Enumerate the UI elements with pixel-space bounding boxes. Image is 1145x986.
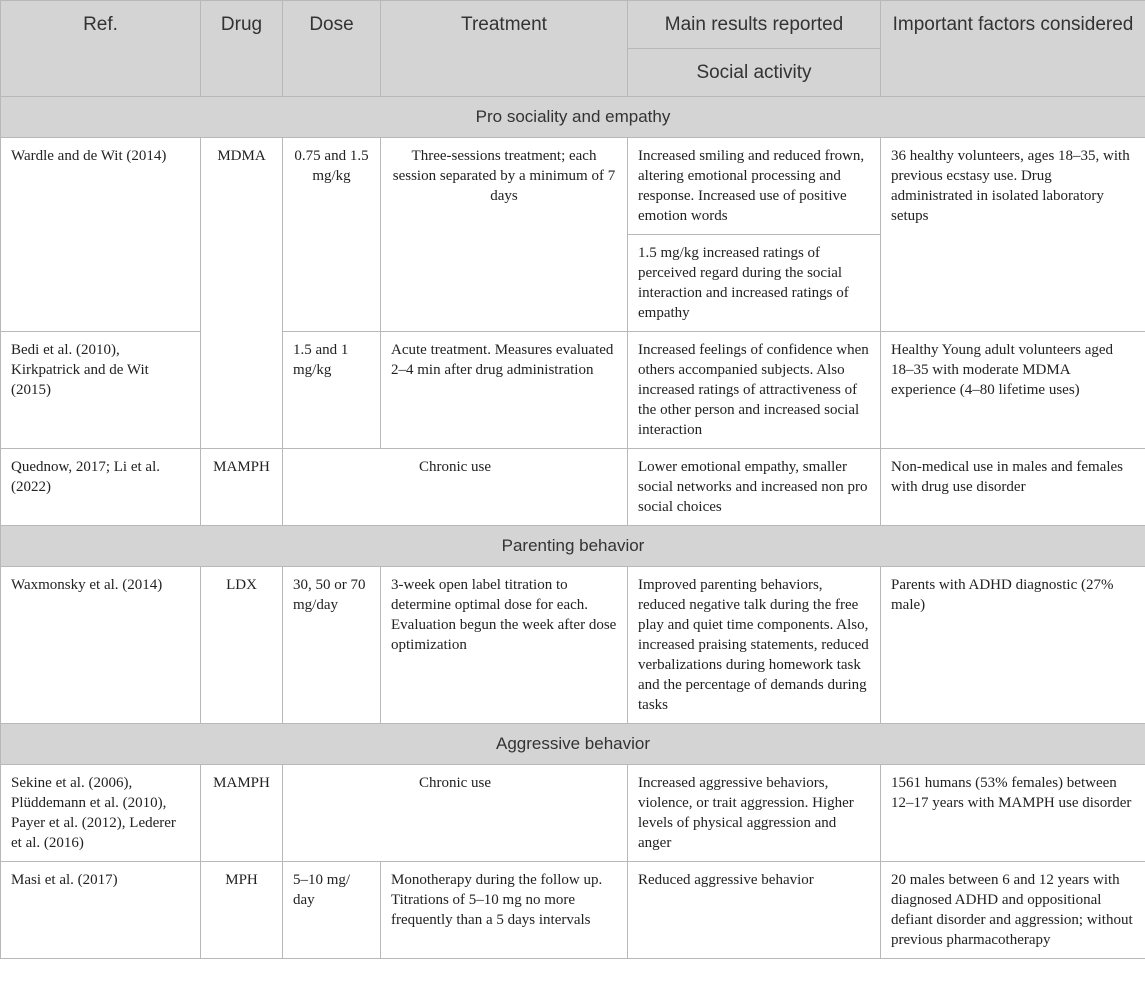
result-wardle-1: Increased smiling and reduced frown, altering emotional processing and response. Increased use of positive emotion words: [628, 138, 881, 235]
header-social-activity: Social activity: [628, 49, 881, 97]
result-masi: Reduced aggressive behavior: [628, 862, 881, 959]
treatment-sekine: Chronic use: [283, 765, 628, 862]
factors-waxmonsky: Parents with ADHD diagnostic (27% male): [881, 567, 1145, 724]
dose-bedi: 1.5 and 1 mg/kg: [283, 332, 381, 449]
ref-wardle: Wardle and de Wit (2014): [1, 138, 201, 332]
section-aggressive: Aggressive behavior: [1, 724, 1145, 765]
ref-bedi: Bedi et al. (2010), Kirkpatrick and de Wit (2015): [1, 332, 201, 449]
treatment-waxmonsky: 3-week open label titration to determine optimal dose for each. Evaluation begun the week after dose optimization: [381, 567, 628, 724]
result-wardle-2: 1.5 mg/kg increased ratings of perceived regard during the social interaction and increased ratings of empathy: [628, 235, 881, 332]
dose-masi: 5–10 mg/ day: [283, 862, 381, 959]
ref-sekine: Sekine et al. (2006), Plüddemann et al. (2010), Payer et al. (2012), Lederer et al. (2016): [1, 765, 201, 862]
factors-sekine: 1561 humans (53% females) between 12–17 years with MAMPH use disorder: [881, 765, 1145, 862]
header-main-results: Main results reported: [628, 1, 881, 49]
dose-waxmonsky: 30, 50 or 70 mg/day: [283, 567, 381, 724]
drug-sekine: MAMPH: [201, 765, 283, 862]
dose-wardle: 0.75 and 1.5 mg/kg: [283, 138, 381, 332]
ref-quednow: Quednow, 2017; Li et al. (2022): [1, 449, 201, 526]
drug-masi: MPH: [201, 862, 283, 959]
header-treatment: Treatment: [381, 1, 628, 97]
header-ref: Ref.: [1, 1, 201, 97]
drug-quednow: MAMPH: [201, 449, 283, 526]
factors-quednow: Non-medical use in males and females with drug use disorder: [881, 449, 1145, 526]
treatment-masi: Monotherapy during the follow up. Titrations of 5–10 mg no more frequently than a 5 days intervals: [381, 862, 628, 959]
result-quednow: Lower emotional empathy, smaller social networks and increased non pro social choices: [628, 449, 881, 526]
result-waxmonsky: Improved parenting behaviors, reduced negative talk during the free play and quiet time components. Also, increased praising statements, reduced verbalizations during homework task and the percentage of demands during tasks: [628, 567, 881, 724]
ref-waxmonsky: Waxmonsky et al. (2014): [1, 567, 201, 724]
header-drug: Drug: [201, 1, 283, 97]
treatment-wardle: Three-sessions treatment; each session separated by a minimum of 7 days: [381, 138, 628, 332]
section-pro-sociality: Pro sociality and empathy: [1, 97, 1145, 138]
drug-mdma: MDMA: [201, 138, 283, 449]
treatment-quednow: Chronic use: [283, 449, 628, 526]
header-factors: Important factors considered: [881, 1, 1145, 97]
section-parenting: Parenting behavior: [1, 526, 1145, 567]
factors-masi: 20 males between 6 and 12 years with diagnosed ADHD and oppositional defiant disorder and aggression; without previous pharmacotherapy: [881, 862, 1145, 959]
result-bedi: Increased feelings of confidence when others accompanied subjects. Also increased ratings of attractiveness of the other person and increased social interaction: [628, 332, 881, 449]
drug-waxmonsky: LDX: [201, 567, 283, 724]
ref-masi: Masi et al. (2017): [1, 862, 201, 959]
factors-bedi: Healthy Young adult volunteers aged 18–35 with moderate MDMA experience (4–80 lifetime uses): [881, 332, 1145, 449]
result-sekine: Increased aggressive behaviors, violence, or trait aggression. Higher levels of physical aggression and anger: [628, 765, 881, 862]
header-dose: Dose: [283, 1, 381, 97]
factors-wardle: 36 healthy volunteers, ages 18–35, with previous ecstasy use. Drug administrated in isolated laboratory setups: [881, 138, 1145, 332]
treatment-bedi: Acute treatment. Measures evaluated 2–4 min after drug administration: [381, 332, 628, 449]
